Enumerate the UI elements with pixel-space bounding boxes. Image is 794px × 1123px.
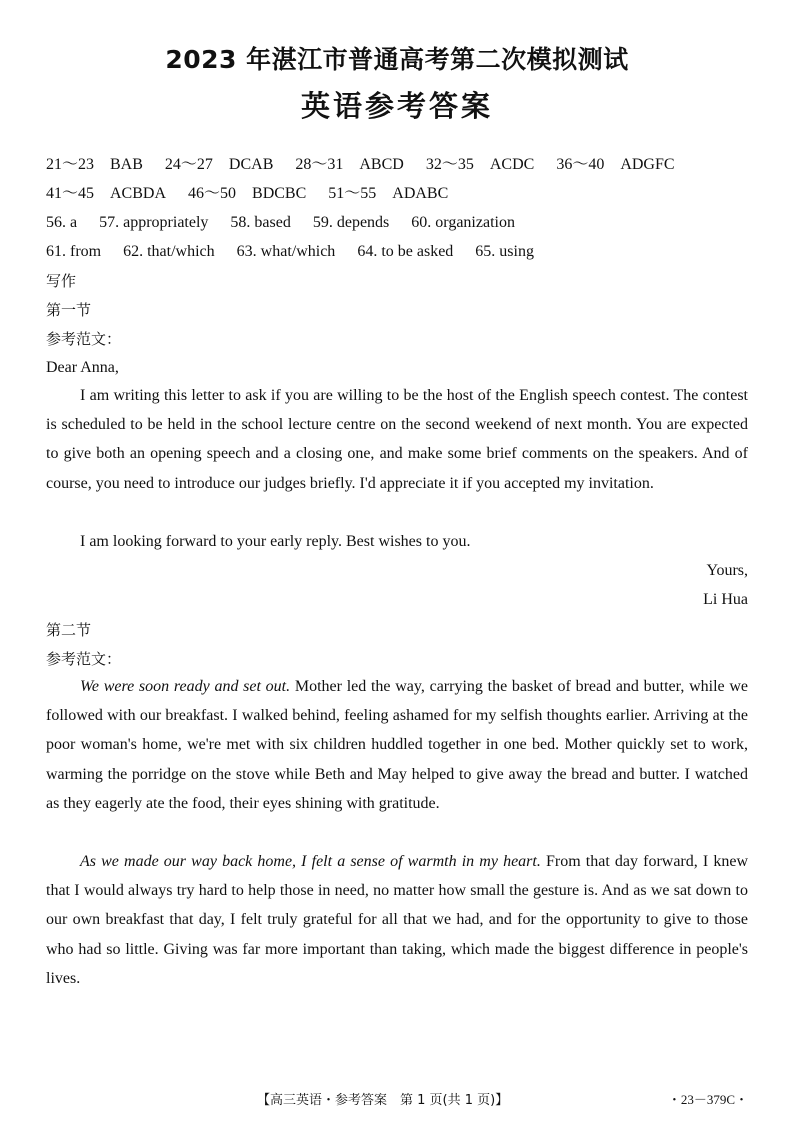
letter-closing: Yours, <box>706 562 748 579</box>
answer-row-4 <box>46 242 552 262</box>
letter-salutation: Dear Anna, <box>46 359 119 376</box>
story-paragraph-2 <box>46 847 748 993</box>
letter-signature: Li Hua <box>703 591 748 608</box>
footer-doc-code: ・23－379C・ <box>667 1092 748 1107</box>
footer-page-info: 【高三英语・参考答案 第 1 页(共 1 页)】 <box>257 1093 509 1108</box>
answer-item: 60. organization <box>411 214 515 231</box>
answer-item: 63. what/which <box>236 243 336 260</box>
section-1-heading: 第一节 <box>46 301 92 319</box>
writing-heading: 写作 <box>46 272 77 290</box>
answer-item: 56. a <box>46 214 78 231</box>
answer-group: 32～35 ACDC <box>425 156 535 173</box>
letter-paragraph-2: I am looking forward to your early reply. Best wishes to you. <box>80 533 471 550</box>
section-1-sample-label: 参考范文： <box>46 330 122 348</box>
story-paragraph-2-body: From that day forward, I knew that I would always try hard to help those in need, no matter how small the gesture is. And as we sat down to our own breakfast that day, I felt truly grateful for all that we had, and for the opportunity to give to those who had so little. Giving was far more important than taking, which made the biggest difference in people's lives. <box>46 853 748 987</box>
answer-group: 21～23 BAB <box>46 156 143 173</box>
page-subtitle: 英语参考答案 <box>300 89 493 123</box>
answer-item: 57. appropriately <box>99 214 209 231</box>
story-paragraph-1 <box>46 672 748 818</box>
story-paragraph-2-lead: As we made our way back home, I felt a sense of warmth in my heart. <box>80 853 541 870</box>
letter-paragraph-1: I am writing this letter to ask if you are willing to be the host of the English speech contest. The contest is scheduled to be held in the school lecture centre on the second weekend of next month. You are expected to give both an opening speech and a closing one, and make some brief comments on the speakers. And of course, you need to introduce our judges briefly. I'd appreciate it if you accepted my invitation. <box>46 387 748 492</box>
answer-item: 65. using <box>475 243 534 260</box>
answer-group: 24～27 DCAB <box>164 156 274 173</box>
answer-item: 64. to be asked <box>357 243 454 260</box>
answer-group: 36～40 ADGFC <box>556 156 675 173</box>
answer-item: 61. from <box>46 243 102 260</box>
answer-group: 28～31 ABCD <box>295 156 404 173</box>
answer-row-3 <box>46 213 533 233</box>
answer-group: 46～50 BDCBC <box>188 185 307 202</box>
section-2-heading: 第二节 <box>46 621 92 639</box>
answer-row-1 <box>46 155 693 175</box>
section-2-sample-label: 参考范文： <box>46 650 122 668</box>
answer-group: 41～45 ACBDA <box>46 185 167 202</box>
page-title: 2023 年湛江市普通高考第二次模拟测试 <box>165 45 629 74</box>
answer-group: 51～55 ADABC <box>328 185 449 202</box>
story-paragraph-1-lead: We were soon ready and set out. <box>80 678 291 695</box>
answer-item: 58. based <box>230 214 291 231</box>
story-paragraph-1-body: Mother led the way, carrying the basket of bread and butter, while we followed with our breakfast. I walked behind, feeling ashamed for my selfish thoughts earlier. Arriving at the poor woman's home, we're met with six children huddled together in one bed. Mother quickly set to work, warming the porridge on the stove while Beth and May helped to give away the bread and butter. I watched as they eagerly ate the food, their eyes shining with gratitude. <box>46 678 749 812</box>
answer-row-2 <box>46 184 466 204</box>
answer-item: 62. that/which <box>123 243 215 260</box>
answer-item: 59. depends <box>312 214 390 231</box>
